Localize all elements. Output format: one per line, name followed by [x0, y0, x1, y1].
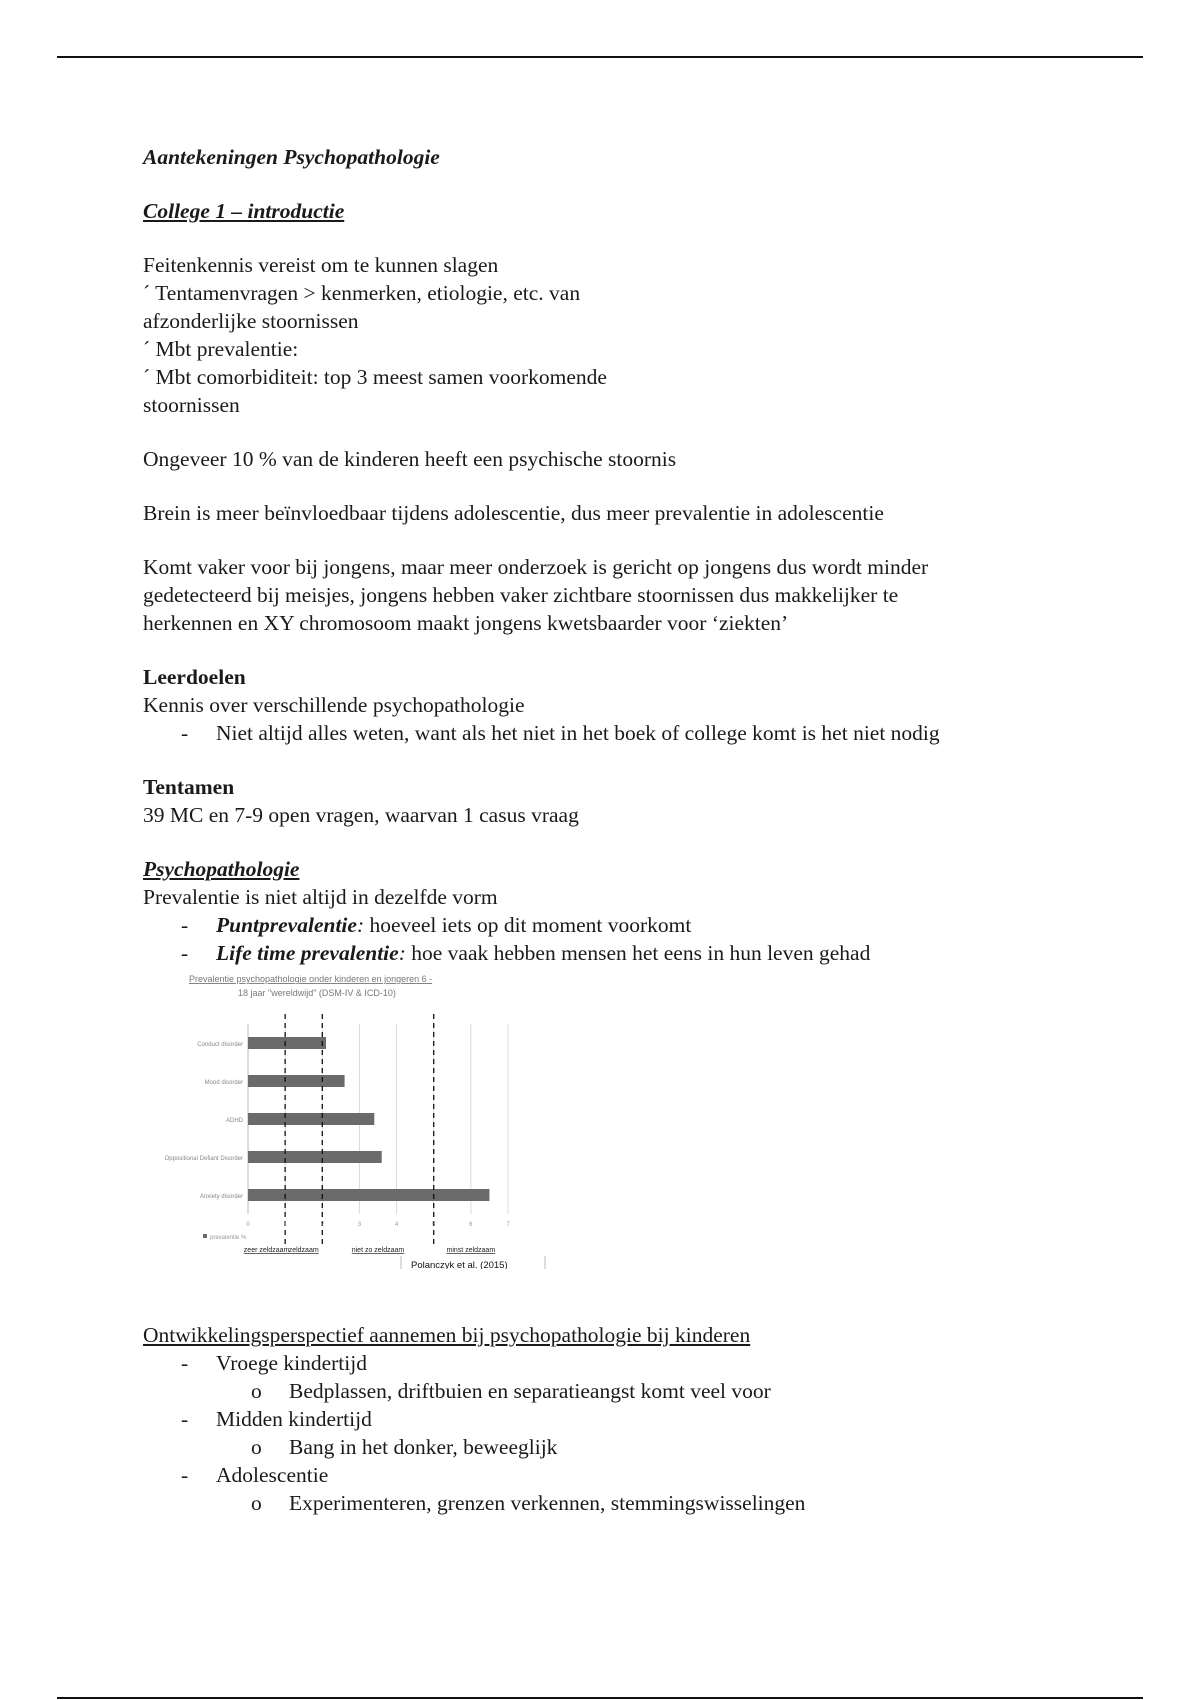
psychopathologie-heading: Psychopathologie	[143, 857, 300, 881]
band-label: zeldzaam	[288, 1247, 319, 1254]
category-label: ADHD	[225, 1118, 243, 1124]
circle-marker: o	[251, 1491, 262, 1515]
list-item	[143, 1349, 1043, 1377]
chart-title: 18 jaar "wereldwijd" (DSM-IV & ICD-10)	[238, 988, 396, 998]
list-item: - Puntprevalentie: hoeveel iets op dit moment voorkomt	[181, 913, 692, 937]
circle-marker: o	[251, 1435, 262, 1459]
leerdoelen-heading: Leerdoelen	[143, 665, 246, 689]
dash-marker: -	[181, 941, 189, 965]
legend-swatch	[203, 1234, 207, 1238]
ontwikkeling-list	[143, 1349, 1043, 1377]
leerdoelen-text: Kennis over verschillende psychopathologie	[143, 693, 525, 717]
term: Puntprevalentie	[216, 913, 357, 937]
list-item	[143, 719, 1043, 747]
bar	[248, 1075, 345, 1087]
paragraph-line: gedetecteerd bij meisjes, jongens hebben vaker zichtbare stoornissen dus makkelijker te	[143, 583, 899, 607]
tick-label: 7	[506, 1222, 510, 1228]
term-description: hoeveel iets op dit moment voorkomt	[364, 913, 692, 937]
intro-line: afzonderlijke stoornissen	[143, 309, 359, 333]
category-label: Conduct disorder	[197, 1042, 243, 1048]
document-title: Aantekeningen Psychopathologie	[143, 145, 440, 169]
college-heading: College 1 – introductie	[143, 199, 345, 223]
bar	[248, 1037, 326, 1049]
prevalence-types-list	[143, 911, 1043, 967]
legend-label: prevalentie %	[210, 1235, 247, 1241]
list-item: - Life time prevalentie: hoe vaak hebben mensen het eens in hun leven gehad	[181, 941, 871, 965]
sub-list-item	[143, 1489, 1043, 1517]
tick-label: 4	[394, 1222, 399, 1228]
chart-source: Polanczyk et al. (2015)	[411, 1260, 508, 1269]
dash-marker: -	[181, 1407, 189, 1431]
tick-label: 6	[469, 1222, 473, 1228]
band-label: zeer zeldzaam	[243, 1247, 290, 1254]
tick-label: 3	[357, 1222, 362, 1228]
intro-line: ´ Tentamenvragen > kenmerken, etiologie, etc. van	[143, 281, 581, 305]
tick-label: 5	[432, 1222, 436, 1228]
sub-list-item-text: Experimenteren, grenzen verkennen, stemmingswisselingen	[289, 1491, 806, 1515]
bar	[248, 1151, 382, 1163]
band-label: niet zo zeldzaam	[351, 1247, 405, 1254]
bar	[248, 1189, 489, 1201]
dash-marker: -	[181, 1463, 189, 1487]
list-item-text: Midden kindertijd	[216, 1407, 372, 1431]
prevalence-chart	[143, 969, 573, 1269]
sub-list	[143, 1489, 1043, 1517]
list-item-text: Adolescentie	[216, 1463, 329, 1487]
term-description: hoe vaak hebben mensen het eens in hun leven gehad	[405, 941, 871, 965]
chart-title: Prevalentie psychopathologie onder kinderen en jongeren 6 -	[189, 974, 433, 984]
boys-paragraph	[143, 553, 1043, 637]
category-label: Mood disorder	[204, 1080, 243, 1086]
bar	[248, 1113, 374, 1125]
term: Life time prevalentie	[216, 941, 399, 965]
intro-line: stoornissen	[143, 393, 240, 417]
psychopathologie-text: Prevalentie is niet altijd in dezelfde vorm	[143, 885, 498, 909]
ontwikkeling-heading: Ontwikkelingsperspectief aannemen bij psychopathologie bij kinderen	[143, 1323, 751, 1347]
intro-line: ´ Mbt comorbiditeit: top 3 meest samen voorkomende	[143, 365, 607, 389]
tick-label: 2	[320, 1222, 324, 1228]
list-item	[143, 1405, 1043, 1433]
sub-list-item-text: Bang in het donker, beweeglijk	[289, 1435, 558, 1459]
dash-marker: -	[181, 721, 189, 745]
prevalence-paragraph: Ongeveer 10 % van de kinderen heeft een psychische stoornis	[143, 447, 677, 471]
header-rule	[57, 56, 1143, 58]
leerdoelen-list	[143, 719, 1043, 747]
paragraph-line: herkennen en XY chromosoom maakt jongens kwetsbaarder voor ‘ziekten’	[143, 611, 789, 635]
tick-label: 1	[283, 1222, 287, 1228]
category-label: Oppositional Defiant Disorder	[164, 1156, 243, 1162]
document-body	[143, 143, 1043, 1517]
circle-marker: o	[251, 1379, 262, 1403]
ontwikkeling-list	[143, 1405, 1043, 1433]
footer-rule	[57, 1697, 1143, 1699]
list-item-text: Vroege kindertijd	[216, 1351, 367, 1375]
intro-block	[143, 251, 1043, 419]
tentamen-text: 39 MC en 7-9 open vragen, waarvan 1 casus vraag	[143, 803, 579, 827]
prevalence-chart-svg	[143, 969, 573, 1269]
dash-marker: -	[181, 913, 189, 937]
sub-list	[143, 1433, 1043, 1461]
sub-list-item-text: Bedplassen, driftbuien en separatieangst komt veel voor	[289, 1379, 771, 1403]
intro-line: Feitenkennis vereist om te kunnen slagen	[143, 253, 499, 277]
dash-marker: -	[181, 1351, 189, 1375]
tick-label: 0	[246, 1222, 250, 1228]
list-item	[143, 1461, 1043, 1489]
tentamen-heading: Tentamen	[143, 775, 235, 799]
sub-list	[143, 1377, 1043, 1405]
paragraph-line: Komt vaker voor bij jongens, maar meer onderzoek is gericht op jongens dus wordt minder	[143, 555, 929, 579]
ontwikkeling-list	[143, 1461, 1043, 1489]
sub-list-item	[143, 1433, 1043, 1461]
list-item-text: Niet altijd alles weten, want als het niet in het boek of college komt is het niet nodig	[216, 721, 940, 745]
sub-list-item	[143, 1377, 1043, 1405]
band-label: minst zeldzaam	[446, 1247, 496, 1254]
brain-paragraph: Brein is meer beïnvloedbaar tijdens adolescentie, dus meer prevalentie in adolescentie	[143, 501, 884, 525]
category-label: Anxiety disorder	[199, 1194, 243, 1200]
intro-line: ´ Mbt prevalentie:	[143, 337, 299, 361]
